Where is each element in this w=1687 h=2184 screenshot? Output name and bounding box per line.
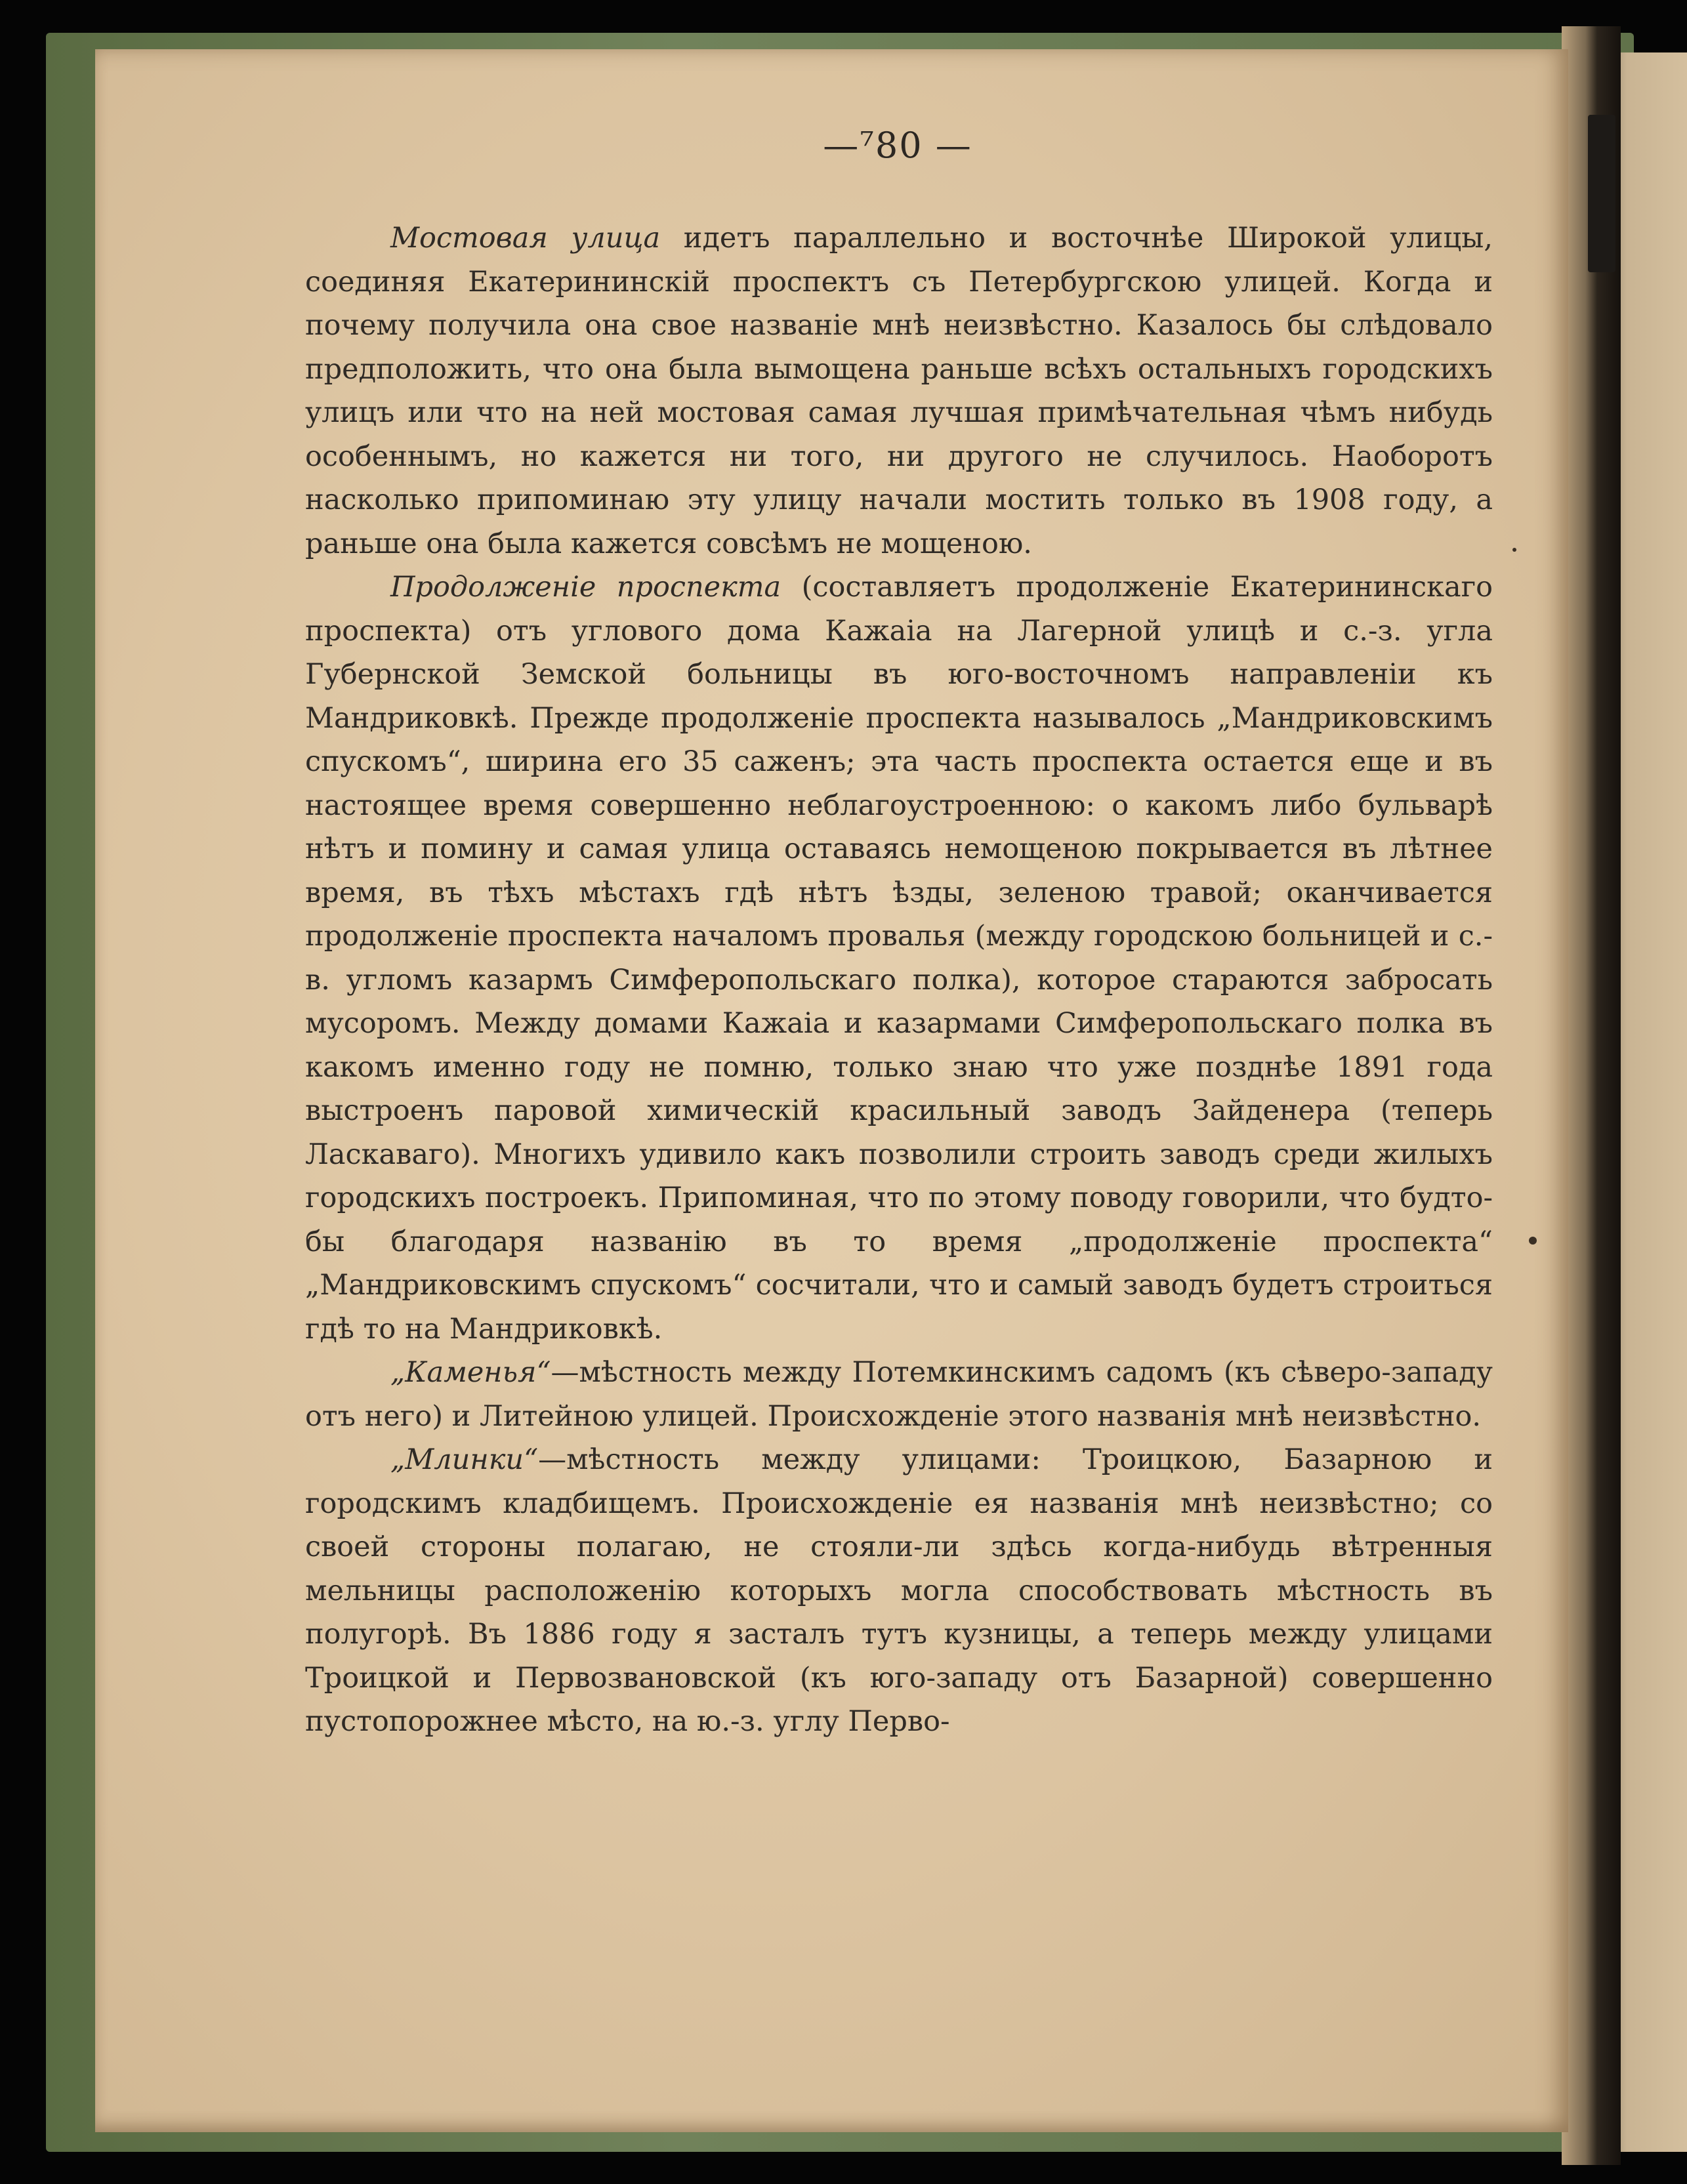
paper-speck: [1512, 548, 1516, 552]
paragraph-mlinki: [305, 1438, 1493, 1744]
paragraph-text: идетъ параллельно и восточнѣе Широкой улицы, соединяя Екатерининскій проспектъ съ Петербургскою улицей. Когда и почему получила она свое названіе мнѣ неизвѣстно. Казалось бы слѣдовало предположить, что она была вымощена раньше всѣхъ остальныхъ городскихъ улицъ или что на ней мостовая самая лучшая примѣчательная чѣмъ нибудь особеннымъ, но кажется ни того, ни другого не случилось. Наоборотъ насколько припоминаю эту улицу начали мостить только въ 1908 году, а раньше она была кажется совсѣмъ не мощеною.: [305, 222, 1493, 560]
paragraph-heading: „Каменья“: [390, 1356, 551, 1389]
page-body: [305, 216, 1493, 1744]
paragraph-prospect-continuation: [305, 566, 1493, 1351]
paragraph-text: —мѣстность между улицами: Троицкою, Базарною и городскимъ кладбищемъ. Происхожденіе ея названія мнѣ неизвѣстно; со своей стороны полагаю, не стояли-ли здѣсь когда-нибудь вѣтренныя мельницы расположенію которыхъ могла способствовать мѣстность въ полугорѣ. Въ 1886 году я засталъ тутъ кузницы, а теперь между улицами Троицкой и Первозвановской (къ юго-западу отъ Базарной) совершенно пустопорожнее мѣсто, на ю.-з. углу Перво-: [305, 1443, 1493, 1738]
paragraph-text: —мѣстность между Потемкинскимъ садомъ (къ сѣверо-западу отъ него) и Литейною улицей. Происхожденіе этого названія мнѣ неизвѣстно.: [305, 1356, 1493, 1433]
page-number: —⁷80 —: [823, 125, 972, 166]
paragraph-kamenya: [305, 1351, 1493, 1438]
book-gutter: [1562, 26, 1621, 2165]
paragraph-heading: „Млинки“: [390, 1443, 539, 1476]
paragraph-heading: Мостовая улица: [390, 222, 661, 255]
paper-speck: [1529, 1237, 1537, 1245]
paragraph-mostovaya-street: [305, 216, 1493, 566]
paragraph-heading: Продолженіе проспекта: [390, 571, 781, 604]
paragraph-text: (составляетъ продолженіе Екатерининскаго проспекта) отъ углового дома Кажаіа на Лагерной улицѣ и с.-з. угла Губернской Земской больницы въ юго-восточномъ направленіи къ Мандриковкѣ. Прежде продолженіе проспекта называлось „Мандриковскимъ спускомъ“, ширина его 35 саженъ; эта часть проспекта остается еще и въ настоящее время совершенно неблагоустроенною: о какомъ либо бульварѣ нѣтъ и помину и самая улица оставаясь немощеною покрывается въ лѣтнее время, въ тѣхъ мѣстахъ гдѣ нѣтъ ѣзды, зеленою травой; оканчивается продолженіе проспекта началомъ провалья (между городскою больницей и с.-в. угломъ казармъ Симферопольскаго полка), которое стараются забросать мусоромъ. Между домами Кажаіа и казармами Симферопольскаго полка въ какомъ именно году не помню, только знаю что уже позднѣе 1891 года выстроенъ паровой химическій красильный заводъ Зайденера (теперь Ласкаваго). Многихъ удивило какъ позволили строить заводъ среди жилыхъ городскихъ построекъ. Припоминая, что по этому поводу говорили, что будто-бы благодаря названію въ то время „продолженіе проспекта“ „Мандриковскимъ спускомъ“ сосчитали, что и самый заводъ будетъ строиться гдѣ то на Мандриковкѣ.: [305, 571, 1493, 1346]
